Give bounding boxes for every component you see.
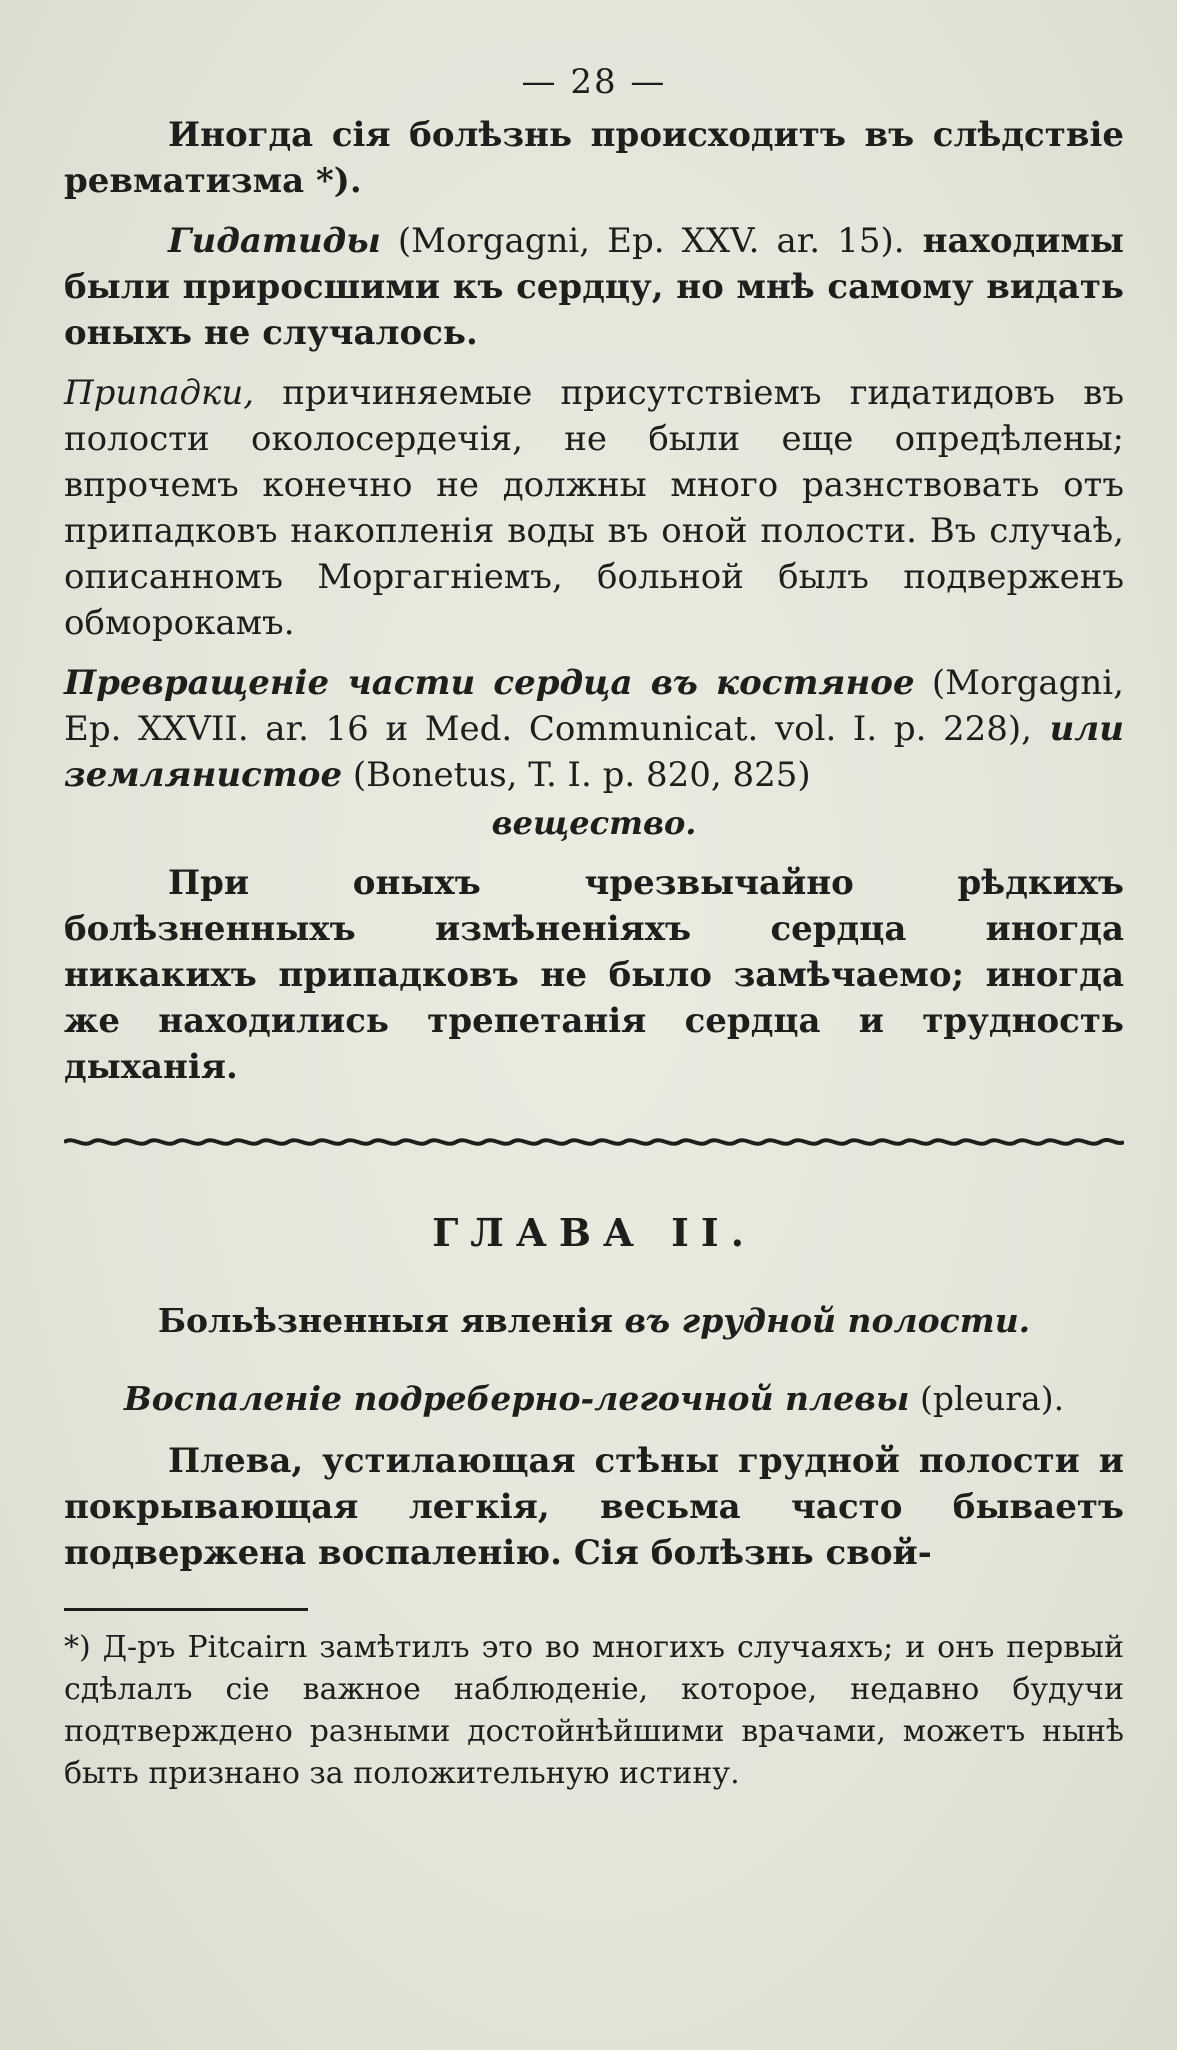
reference-morgagni-27: (Morgagni, Ep. XXVII. ar. 16 и Med. Communicat. vol. I. p. 228), — [64, 663, 1124, 749]
term-ossification: Превращеніе части сердца въ костяное — [64, 663, 915, 703]
term-symptoms: Припадки, — [64, 373, 255, 413]
paragraph-pleura: Плева, устилающая стѣны грудной полости и покрывающая легкія, весьма часто бываетъ подвержена воспаленію. Сія болѣзнь свой- — [64, 1441, 1124, 1573]
symptoms-text: причиняемые присутствіемъ гидатидовъ въ полости околосердечія, не были еще опредѣлены; впрочемъ конечно не должны много разнствовать отъ припадковъ накопленія воды въ оной полости. Въ случаѣ, описанномъ Моргагніемъ, больной былъ подверженъ обморокамъ. — [64, 373, 1124, 643]
footnote-rule — [64, 1608, 308, 1611]
term-hydatids: Гидатиды — [168, 221, 381, 261]
page-content — [64, 60, 1124, 1795]
term-earthy: или землянистое — [64, 709, 1124, 795]
section-title-italic: въ грудной полости. — [613, 1301, 1031, 1340]
paragraph-ossification — [64, 660, 1124, 798]
subsection-title-italic: Воспаленіе подреберно-легочной плевы — [123, 1379, 910, 1418]
section-title-plain: Больѣзненныя явленія — [157, 1301, 613, 1340]
ornamental-divider — [64, 1134, 1124, 1150]
reference-bonetus: (Bonetus, T. I. p. 820, 825) — [342, 755, 811, 795]
chapter-title: ГЛАВА II. — [432, 1210, 756, 1255]
reference-morgagni-25: (Morgagni, Ep. XXV. ar. 15). — [380, 221, 905, 261]
subsection-title — [64, 1376, 1124, 1422]
footnote: *) Д-ръ Pitcairn замѣтилъ это во многихъ случаяхъ; и онъ первый сдѣлалъ сіе важное наблюденіе, которое, недавно будучи подтверждено разными достойнѣйшими врачами, можетъ нынѣ быть признано за положительную истину. — [64, 1630, 1124, 1791]
hydatids-text: находимы были приросшими къ сердцу, но мнѣ самому видать оныхъ не случалось. — [64, 221, 1124, 353]
paragraph-rare-changes: При оныхъ чрезвычайно рѣдкихъ болѣзненныхъ измѣненіяхъ сердца иногда никакихъ припадковъ не было замѣчаемо; иногда же находились трепетанія сердца и трудность дыханія. — [64, 863, 1124, 1087]
paragraph-rheumatism: Иногда сія болѣзнь происходитъ въ слѣдствіе ревматизма *). — [64, 115, 1124, 201]
section-title — [64, 1298, 1124, 1344]
term-substance: вещество. — [491, 804, 697, 842]
subsection-title-plain: (pleura). — [909, 1379, 1065, 1418]
paragraph-hydatids — [64, 218, 1124, 356]
page-number: — 28 — — [521, 62, 667, 102]
paragraph-symptoms — [64, 370, 1124, 646]
